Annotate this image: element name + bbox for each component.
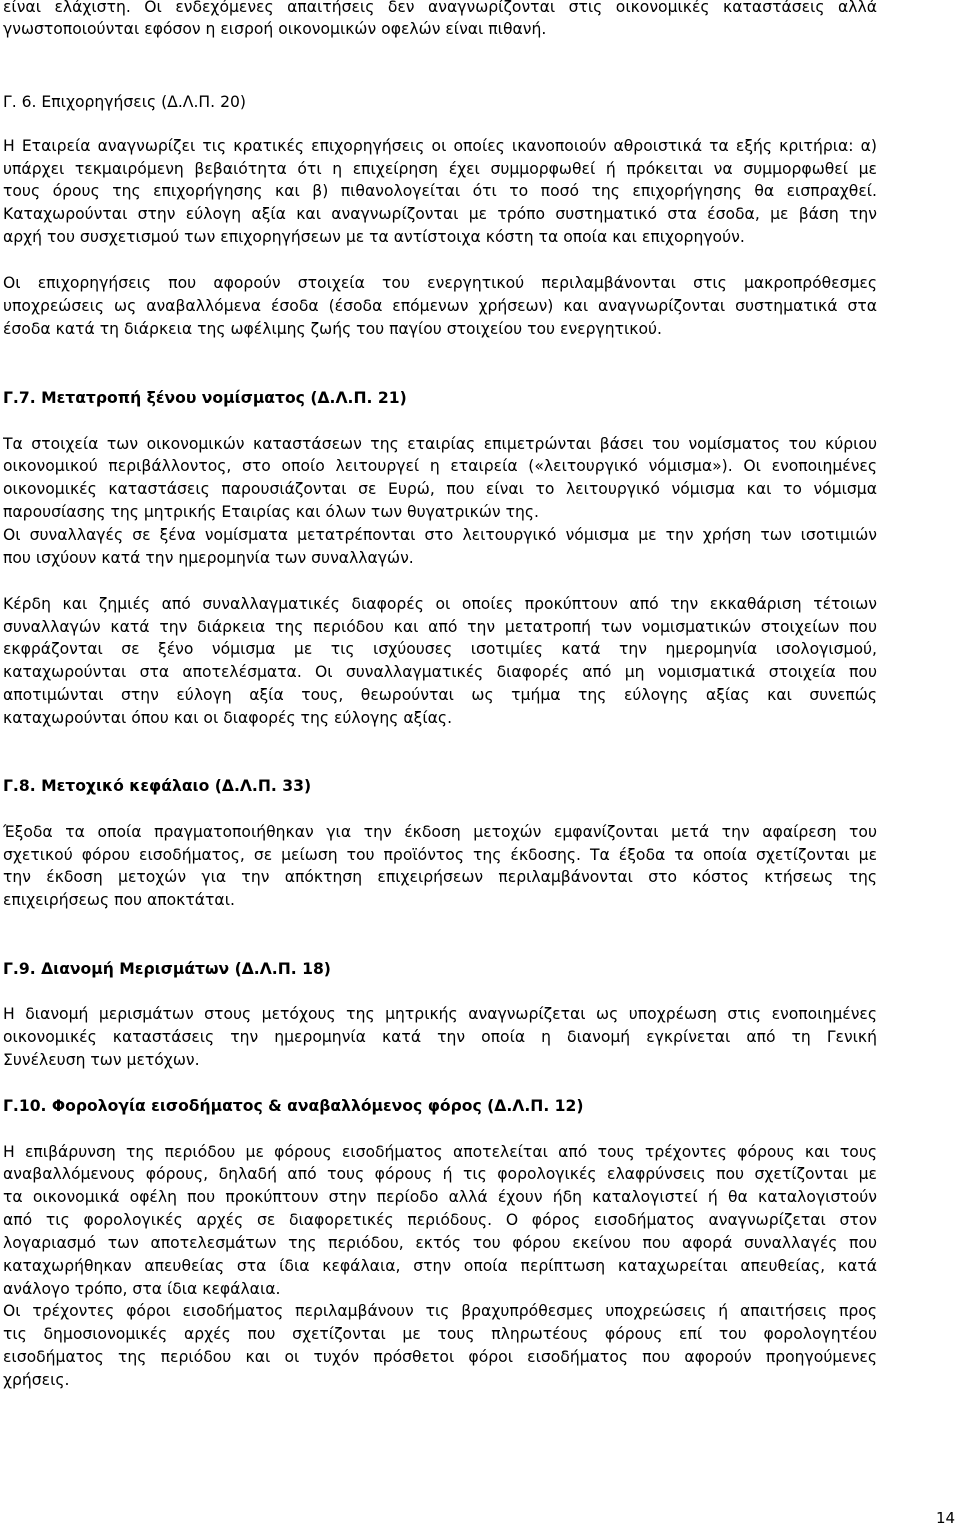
- body-text-line: Η επιβάρυνση της περιόδου με φόρους εισοδήματος αποτελείται από τους τρέχοντες φόρους και τους: [3, 1143, 877, 1161]
- body-text-line: οικονομικές καταστάσεις παρουσιάζονται σε Ευρώ, που είναι το λειτουργικό νόμισμα και το νόμισμα: [3, 480, 877, 498]
- body-text-line: αναβαλλόμενους φόρους, δηλαδή από τους φόρους ή τις φορολογικές ελαφρύνσεις που σχετίζονται με: [3, 1165, 877, 1183]
- body-text-line: επιχειρήσεως που αποκτάται.: [3, 891, 235, 909]
- body-text-line: καταχωρούνται όπου και οι διαφορές της εύλογης αξίας.: [3, 709, 453, 727]
- body-text-line: αποτιμώνται στην εύλογη αξία τους, θεωρούνται ως τμήμα της εύλογης αξίας και συνεπώς: [3, 686, 877, 704]
- body-text-line: τα οικονομικά οφέλη που προκύπτουν στην περίοδο αλλά έχουν ήδη καταλογιστεί ή θα καταλογιστούν: [3, 1188, 877, 1206]
- body-text-line: οικονομικού περιβάλλοντος, στο οποίο λειτουργεί η εταιρεία («λειτουργικό νόμισμα»). Οι ενοποιημένες: [3, 457, 877, 475]
- body-text-line: Η διανομή μερισμάτων στους μετόχους της μητρικής αναγνωρίζεται ως υποχρέωση στις ενοποιημένες: [3, 1005, 877, 1023]
- body-text-line: είναι ελάχιστη. Οι ενδεχόμενες απαιτήσεις δεν αναγνωρίζονται στις οικονομικές καταστάσεις αλλά: [3, 0, 877, 16]
- body-text-line: υποχρεώσεις ως αναβαλλόμενα έσοδα (έσοδα επόμενων χρήσεων) και αναγνωρίζονται συστηματικά στα: [3, 297, 877, 315]
- body-text-line: την έκδοση μετοχών για την απόκτηση επιχειρήσεων περιλαμβάνονται στο κόστος κτήσεως της: [3, 868, 877, 886]
- body-text-line: από τις φορολογικές αρχές σε διαφορετικές περιόδους. Ο φόρος εισοδήματος αναγνωρίζεται στον: [3, 1211, 877, 1229]
- body-text-line: Οι τρέχοντες φόροι εισοδήματος περιλαμβάνουν τις βραχυπρόθεσμες υποχρεώσεις ή απαιτήσεις προς: [3, 1302, 877, 1320]
- body-text-line: Οι επιχορηγήσεις που αφορούν στοιχεία του ενεργητικού περιλαμβάνονται στις μακροπρόθεσμες: [3, 274, 877, 292]
- body-text-line: Η Εταιρεία αναγνωρίζει τις κρατικές επιχορηγήσεις οι οποίες ικανοποιούν αθροιστικά τα εξής κριτήρια: α): [3, 137, 877, 155]
- body-text-line: εισοδήματος της περιόδου και οι τυχόν πρόσθετοι φόροι εισοδήματος που αφορούν προηγούμενες: [3, 1348, 877, 1366]
- body-text-line: που ισχύουν κατά την ημερομηνία των συναλλαγών.: [3, 549, 414, 567]
- body-text-line: αρχή του συσχετισμού των επιχορηγήσεων με τα αντίστοιχα κόστη τα οποία και επιχορηγούν.: [3, 228, 745, 246]
- section-heading-grants: Γ. 6. Επιχορηγήσεις (Δ.Λ.Π. 20): [3, 93, 246, 111]
- body-text-line: τους όρους της επιχορήγησης και β) πιθανολογείται ότι το ποσό της επιχορήγησης θα εισπραχθεί.: [3, 182, 877, 200]
- body-text-line: Συνέλευση των μετόχων.: [3, 1051, 200, 1069]
- body-text-line: γνωστοποιούνται εφόσον η εισροή οικονομικών οφελών είναι πιθανή.: [3, 20, 547, 38]
- body-text-line: παρουσίασης της μητρικής Εταιρίας και όλων των θυγατρικών της.: [3, 503, 539, 521]
- body-text-line: Οι συναλλαγές σε ξένα νομίσματα μετατρέπονται στο λειτουργικό νόμισμα με την χρήση των ισοτιμιών: [3, 526, 877, 544]
- body-text-line: έσοδα κατά τη διάρκεια της ωφέλιμης ζωής του παγίου στοιχείου του ενεργητικού.: [3, 320, 662, 338]
- body-text-line: εκφράζονται σε ξένο νόμισμα με τις ισχύουσες ισοτιμίες κατά την ημερομηνία ισολογισμού,: [3, 640, 877, 658]
- body-text-line: οικονομικές καταστάσεις την ημερομηνία κατά την οποία η διανομή εγκρίνεται από τη Γενική: [3, 1028, 877, 1046]
- body-text-line: Έξοδα τα οποία πραγματοποιήθηκαν για την έκδοση μετοχών εμφανίζονται μετά την αφαίρεση του: [3, 823, 877, 841]
- body-text-line: καταχωρούνται στα αποτελέσματα. Οι συναλλαγματικές διαφορές από μη νομισματικά στοιχεία που: [3, 663, 877, 681]
- body-text-line: Κέρδη και ζημιές από συναλλαγματικές διαφορές οι οποίες προκύπτουν από την εκκαθάριση τέτοιων: [3, 595, 877, 613]
- body-text-line: ανάλογο τρόπο, στα ίδια κεφάλαια.: [3, 1280, 281, 1298]
- body-text-line: τις δημοσιονομικές αρχές που σχετίζονται με τους πληρωτέους φόρους επί του φορολογητέου: [3, 1325, 877, 1343]
- body-text-line: χρήσεις.: [3, 1371, 70, 1389]
- section-heading-share-capital: Γ.8. Μετοχικό κεφάλαιο (Δ.Λ.Π. 33): [3, 777, 312, 795]
- section-heading-dividends: Γ.9. Διανομή Μερισμάτων (Δ.Λ.Π. 18): [3, 960, 331, 978]
- section-heading-income-tax: Γ.10. Φορολογία εισοδήματος & αναβαλλόμενος φόρος (Δ.Λ.Π. 12): [3, 1097, 584, 1115]
- body-text-line: Καταχωρούνται στην εύλογη αξία και αναγνωρίζονται με τρόπο συστηματικό στα έσοδα, με βάση την: [3, 205, 877, 223]
- body-text-line: συναλλαγών κατά την διάρκεια της περιόδου και από την μετατροπή των νομισματικών στοιχείων που: [3, 618, 877, 636]
- body-text-line: υπάρχει τεκμαιρόμενη βεβαιότητα ότι η επιχείρηση έχει συμμορφωθεί ή πρόκειται να συμμορφωθεί με: [3, 160, 877, 178]
- body-text-line: Τα στοιχεία των οικονομικών καταστάσεων της εταιρίας επιμετρώνται βάσει του νομίσματος του κύριου: [3, 435, 877, 453]
- section-heading-foreign-currency: Γ.7. Μετατροπή ξένου νομίσματος (Δ.Λ.Π. 21): [3, 389, 407, 407]
- page-number: 14: [936, 1509, 956, 1527]
- body-text-line: καταχωρήθηκαν απευθείας στα ίδια κεφάλαια, στην οποία περίπτωση καταχωρείται απευθείας, κατά: [3, 1257, 877, 1275]
- body-text-line: λογαριασμό των αποτελεσμάτων της περιόδου, εκτός του φόρου εκείνου που αφορά συναλλαγές που: [3, 1234, 877, 1252]
- body-text-line: σχετικού φόρου εισοδήματος, σε μείωση του προϊόντος της έκδοσης. Τα έξοδα τα οποία σχετίζονται με: [3, 846, 877, 864]
